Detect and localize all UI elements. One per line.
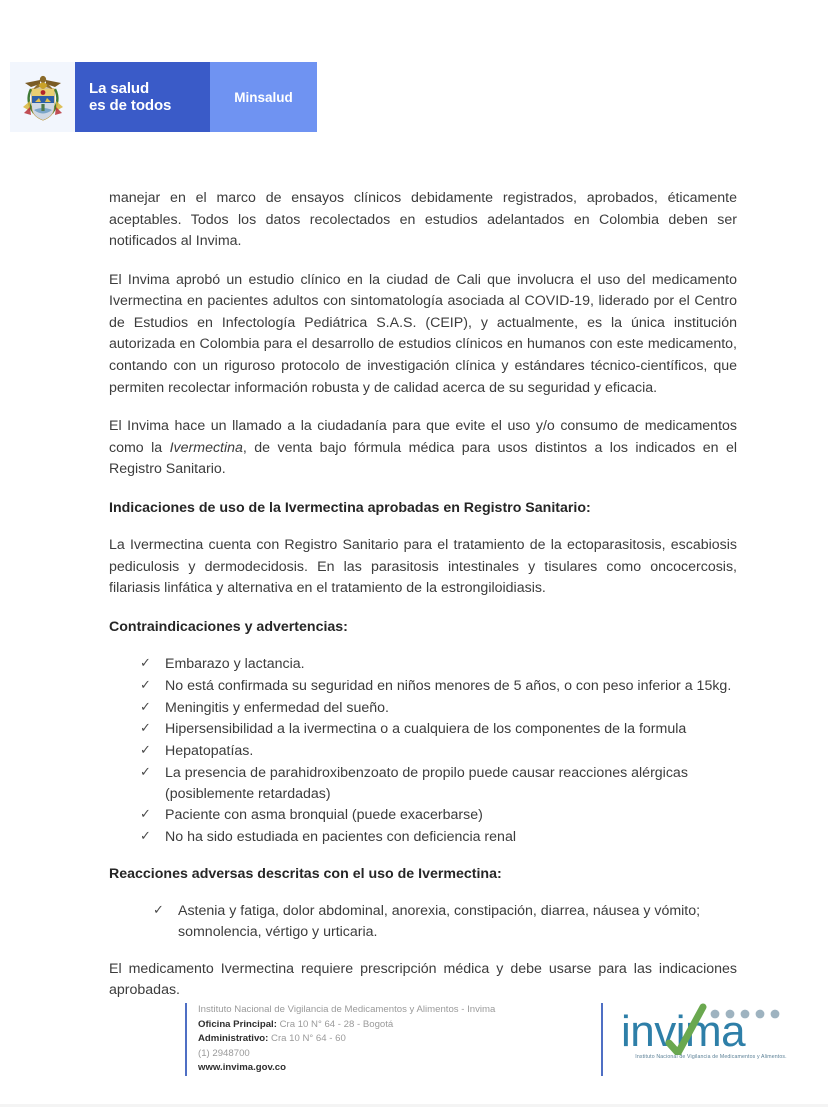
check-icon: ✓	[140, 763, 151, 779]
invima-logo-container	[603, 1003, 805, 1060]
list-item-text: Hepatopatías.	[165, 743, 254, 760]
check-icon: ✓	[140, 698, 151, 714]
heading-reacciones-adversas: Reacciones adversas descritas con el uso de Ivermectina:	[109, 865, 502, 882]
paragraph-llamado-ciudadania	[109, 416, 737, 481]
footer-admin-value: Cra 10 N° 64 - 60	[268, 1033, 346, 1045]
paragraph-prescripcion-medica: El medicamento Ivermectina requiere prescripción médica y debe usarse para las indicaciones aprobadas.	[109, 960, 737, 999]
government-header-banner	[10, 62, 317, 132]
list-item	[140, 805, 737, 826]
list-item	[140, 763, 737, 804]
check-icon: ✓	[140, 742, 151, 758]
list-item	[153, 901, 737, 942]
list-item-text: Meningitis y enfermedad del sueño.	[165, 699, 389, 716]
check-icon: ✓	[140, 655, 151, 671]
footer-administrativo	[198, 1032, 495, 1047]
list-item-text: No está confirmada su seguridad en niños menores de 5 años, o con peso inferior a 15kg.	[165, 678, 732, 694]
document-body	[109, 188, 737, 1019]
paragraph-registro-sanitario: La Ivermectina cuenta con Registro Sanitario para el tratamiento de la ectoparasitosis, escabiosis pediculosis y dermodecidosis. En las parasitosis intestinales y tisulares como oncocercosis, filariasis linfática y alternativa en el tratamiento de la estrongiloidiasis.	[109, 537, 737, 597]
list-item	[140, 741, 737, 762]
slogan-line-2: es de todos	[89, 97, 172, 114]
llamado-text-part1: El Invima hace un llamado a la ciudadanía para que evite el uso y/o consumo de medicamentos como la	[109, 418, 737, 456]
check-icon: ✓	[140, 677, 151, 692]
heading-contraindicaciones: Contraindicaciones y advertencias:	[109, 618, 348, 635]
list-item-text: Astenia y fatiga, dolor abdominal, anorexia, constipación, diarrea, náusea y vómito; somnolencia, vértigo y urticaria.	[178, 903, 701, 940]
list-item	[140, 719, 737, 740]
check-icon: ✓	[153, 902, 164, 918]
paragraph-continuation: manejar en el marco de ensayos clínicos debidamente registrados, aprobados, éticamente aceptables. Todos los datos recolectados en estudios adelantados en Colombia deben ser notificados al Invima.	[109, 190, 737, 250]
list-item-text: No ha sido estudiada en pacientes con deficiencia renal	[165, 829, 516, 846]
paragraph-estudio-cali: El Invima aprobó un estudio clínico en la ciudad de Cali que involucra el uso del medicamento Ivermectina en pacientes adultos con sintomatología asociada al COVID-19, liderado por el Centro de Estudios en Infectología Pediátrica S.A.S. (CEIP), y actualmente, es la única institución autorizada en Colombia para el desarrollo de estudios clínicos en humanos con este medicamento, contando con un riguroso protocolo de investigación clínica y estándares técnico-científicos, que permiten recolectar información robusta y de calidad acerca de su seguridad y eficacia.	[109, 271, 737, 396]
check-icon: ✓	[140, 828, 151, 844]
footer-contact-info	[187, 1003, 495, 1076]
llamado-text-part2: , de venta bajo fórmula médica para usos distintos a los indicados en el Registro Sanitario.	[109, 439, 737, 478]
list-item	[140, 676, 737, 697]
adverse-reactions-list	[109, 901, 737, 942]
svg-text:invima: invima	[621, 1007, 746, 1055]
footer-website[interactable]: www.invima.gov.co	[198, 1062, 286, 1074]
footer-admin-label: Administrativo:	[198, 1033, 269, 1045]
check-icon: ✓	[140, 720, 151, 736]
invima-logo-caption: Instituto Nacional de Vigilancia de Medicamentos y Alimentos.	[635, 1054, 787, 1060]
invima-wordmark-icon	[617, 1003, 805, 1055]
ministry-label: Minsalud	[210, 62, 317, 132]
footer-office-label: Oficina Principal:	[198, 1018, 277, 1030]
list-item-text: Paciente con asma bronquial (puede exacerbarse)	[165, 807, 483, 824]
ivermectina-italic: Ivermectina	[169, 439, 243, 456]
footer-office-value: Cra 10 N° 64 - 28 - Bogotá	[276, 1018, 394, 1030]
list-item	[140, 827, 737, 848]
invima-logo	[617, 1003, 805, 1060]
list-item	[140, 654, 737, 675]
check-icon: ✓	[140, 806, 151, 822]
list-item	[140, 698, 737, 719]
document-footer	[185, 1003, 805, 1076]
government-slogan	[75, 62, 210, 132]
colombia-coat-of-arms-icon	[10, 62, 75, 132]
footer-phone: (1) 2948700	[198, 1047, 250, 1059]
footer-office-principal	[198, 1018, 495, 1033]
list-item-text: La presencia de parahidroxibenzoato de propilo puede causar reacciones alérgicas (posiblemente retardadas)	[165, 764, 688, 802]
slogan-line-1: La salud	[89, 79, 150, 97]
list-item-text: Hipersensibilidad a la ivermectina o a cualquiera de los componentes de la formula	[165, 721, 687, 738]
heading-indicaciones: Indicaciones de uso de la Ivermectina aprobadas en Registro Sanitario:	[109, 499, 591, 516]
list-item-text: Embarazo y lactancia.	[165, 656, 305, 673]
footer-institution-name: Instituto Nacional de Vigilancia de Medicamentos y Alimentos - Invima	[198, 1004, 496, 1015]
contraindications-list	[109, 654, 737, 848]
